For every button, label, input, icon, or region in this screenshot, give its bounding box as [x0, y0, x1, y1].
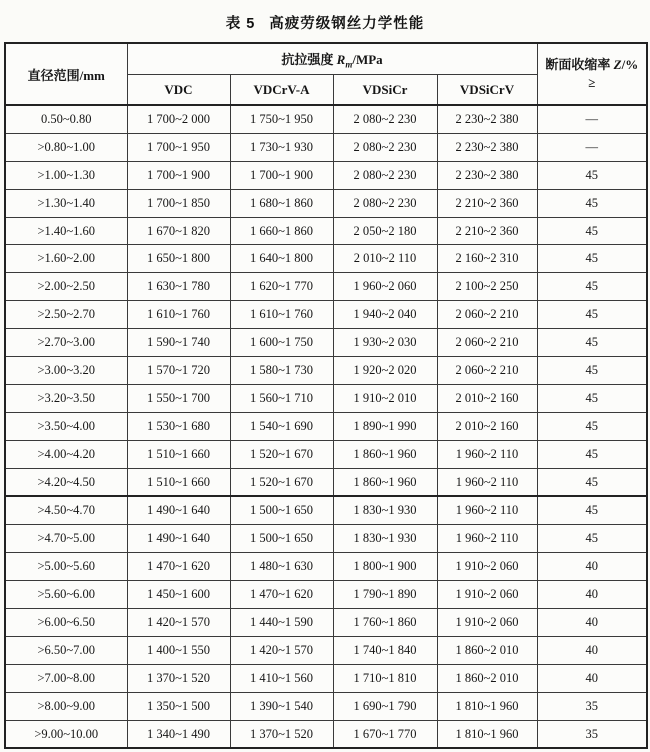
vdsicr-value-cell: 1 860~1 960 — [333, 468, 437, 496]
table-body — [5, 105, 647, 748]
vdsicrv-value-cell: 1 860~2 010 — [437, 664, 537, 692]
vdsicrv-value-cell: 2 010~2 160 — [437, 412, 537, 440]
vdcrv-a-value-cell: 1 500~1 650 — [230, 525, 333, 553]
vdsicrv-value-cell: 1 960~2 110 — [437, 468, 537, 496]
reduction-of-area-cell: 35 — [537, 692, 647, 720]
diameter-range-cell: >3.50~4.00 — [5, 412, 127, 440]
vdc-value-cell: 1 530~1 680 — [127, 412, 230, 440]
vdc-value-cell: 1 590~1 740 — [127, 329, 230, 357]
vdsicr-value-cell: 1 690~1 790 — [333, 692, 437, 720]
vdc-value-cell: 1 570~1 720 — [127, 357, 230, 385]
vdsicrv-value-cell: 2 010~2 160 — [437, 384, 537, 412]
table-row — [5, 161, 647, 189]
diameter-range-cell: >1.30~1.40 — [5, 189, 127, 217]
reduction-of-area-cell: 45 — [537, 329, 647, 357]
reduction-of-area-cell: 45 — [537, 440, 647, 468]
vdsicrv-value-cell: 1 960~2 110 — [437, 496, 537, 524]
table-row — [5, 525, 647, 553]
vdsicrv-value-cell: 2 160~2 310 — [437, 245, 537, 273]
vdc-value-cell: 1 450~1 600 — [127, 581, 230, 609]
vdc-value-cell: 1 370~1 520 — [127, 664, 230, 692]
diameter-range-cell: >2.50~2.70 — [5, 301, 127, 329]
vdcrv-a-value-cell: 1 640~1 800 — [230, 245, 333, 273]
reduction-of-area-cell: 45 — [537, 468, 647, 496]
table-row — [5, 553, 647, 581]
vdcrv-a-value-cell: 1 620~1 770 — [230, 273, 333, 301]
vdsicrv-value-cell: 2 230~2 380 — [437, 105, 537, 133]
vdsicr-value-cell: 2 080~2 230 — [333, 133, 437, 161]
table-row — [5, 133, 647, 161]
vdcrv-a-value-cell: 1 580~1 730 — [230, 357, 333, 385]
table-title — [0, 0, 650, 40]
vdsicr-value-cell: 2 050~2 180 — [333, 217, 437, 245]
grade-column-vdcrv-a: VDCrV-A — [230, 75, 333, 106]
diameter-range-cell: >3.00~3.20 — [5, 357, 127, 385]
reduction-of-area-cell: 45 — [537, 273, 647, 301]
grade-column-vdsicrv: VDSiCrV — [437, 75, 537, 106]
vdcrv-a-value-cell: 1 480~1 630 — [230, 553, 333, 581]
diameter-range-cell: >3.20~3.50 — [5, 384, 127, 412]
vdc-value-cell: 1 510~1 660 — [127, 440, 230, 468]
diameter-range-cell: >1.60~2.00 — [5, 245, 127, 273]
reduction-of-area-cell: 40 — [537, 581, 647, 609]
vdsicrv-value-cell: 2 210~2 360 — [437, 217, 537, 245]
reduction-of-area-cell: 45 — [537, 301, 647, 329]
vdc-value-cell: 1 700~1 900 — [127, 161, 230, 189]
vdsicrv-value-cell: 1 910~2 060 — [437, 581, 537, 609]
table-row — [5, 301, 647, 329]
vdsicr-value-cell: 1 930~2 030 — [333, 329, 437, 357]
diameter-range-cell: >4.00~4.20 — [5, 440, 127, 468]
vdc-value-cell: 1 700~2 000 — [127, 105, 230, 133]
reduction-of-area-cell: — — [537, 105, 647, 133]
vdsicr-value-cell: 1 960~2 060 — [333, 273, 437, 301]
table-row — [5, 496, 647, 524]
table-row — [5, 581, 647, 609]
table-row — [5, 329, 647, 357]
vdcrv-a-value-cell: 1 660~1 860 — [230, 217, 333, 245]
vdc-value-cell: 1 420~1 570 — [127, 609, 230, 637]
vdcrv-a-value-cell: 1 680~1 860 — [230, 189, 333, 217]
vdsicrv-value-cell: 2 100~2 250 — [437, 273, 537, 301]
vdsicrv-value-cell: 1 960~2 110 — [437, 440, 537, 468]
vdcrv-a-value-cell: 1 420~1 570 — [230, 636, 333, 664]
table-row — [5, 440, 647, 468]
vdcrv-a-value-cell: 1 560~1 710 — [230, 384, 333, 412]
reduction-of-area-cell: 45 — [537, 189, 647, 217]
diameter-range-cell: >5.00~5.60 — [5, 553, 127, 581]
diameter-range-cell: >1.00~1.30 — [5, 161, 127, 189]
vdcrv-a-value-cell: 1 470~1 620 — [230, 581, 333, 609]
vdc-value-cell: 1 610~1 760 — [127, 301, 230, 329]
vdcrv-a-value-cell: 1 370~1 520 — [230, 720, 333, 748]
diameter-range-cell: >7.00~8.00 — [5, 664, 127, 692]
vdcrv-a-value-cell: 1 410~1 560 — [230, 664, 333, 692]
vdc-value-cell: 1 670~1 820 — [127, 217, 230, 245]
vdcrv-a-value-cell: 1 540~1 690 — [230, 412, 333, 440]
diameter-range-cell: >2.70~3.00 — [5, 329, 127, 357]
vdsicrv-value-cell: 2 230~2 380 — [437, 161, 537, 189]
reduction-of-area-cell: 45 — [537, 357, 647, 385]
vdsicrv-value-cell: 2 060~2 210 — [437, 357, 537, 385]
reduction-of-area-cell: 40 — [537, 553, 647, 581]
table-row — [5, 412, 647, 440]
diameter-range-cell: >5.60~6.00 — [5, 581, 127, 609]
vdc-value-cell: 1 630~1 780 — [127, 273, 230, 301]
vdsicr-value-cell: 1 830~1 930 — [333, 525, 437, 553]
vdsicr-value-cell: 1 670~1 770 — [333, 720, 437, 748]
vdsicrv-value-cell: 1 810~1 960 — [437, 692, 537, 720]
vdc-value-cell: 1 650~1 800 — [127, 245, 230, 273]
vdsicr-value-cell: 2 080~2 230 — [333, 105, 437, 133]
z-unit-suffix: /% — [621, 57, 639, 73]
vdsicrv-value-cell: 1 810~1 960 — [437, 720, 537, 748]
vdsicrv-value-cell: 1 960~2 110 — [437, 525, 537, 553]
header-row-top — [5, 43, 647, 75]
vdsicrv-value-cell: 2 060~2 210 — [437, 329, 537, 357]
vdsicr-value-cell: 1 860~1 960 — [333, 440, 437, 468]
vdcrv-a-value-cell: 1 600~1 750 — [230, 329, 333, 357]
vdsicr-value-cell: 1 830~1 930 — [333, 496, 437, 524]
reduction-of-area-cell: 40 — [537, 664, 647, 692]
table-row — [5, 245, 647, 273]
vdc-value-cell: 1 340~1 490 — [127, 720, 230, 748]
vdsicr-value-cell: 1 920~2 020 — [333, 357, 437, 385]
table-row — [5, 468, 647, 496]
diameter-range-cell: >4.50~4.70 — [5, 496, 127, 524]
vdc-value-cell: 1 700~1 850 — [127, 189, 230, 217]
tensile-symbol: R — [336, 51, 346, 67]
vdsicr-value-cell: 1 710~1 810 — [333, 664, 437, 692]
vdcrv-a-value-cell: 1 440~1 590 — [230, 609, 333, 637]
reduction-of-area-header — [537, 43, 647, 105]
reduction-of-area-cell: 45 — [537, 496, 647, 524]
vdsicr-value-cell: 1 800~1 900 — [333, 553, 437, 581]
vdc-value-cell: 1 400~1 550 — [127, 636, 230, 664]
tensile-unit-suffix: /MPa — [352, 51, 383, 67]
vdcrv-a-value-cell: 1 520~1 670 — [230, 440, 333, 468]
diameter-range-cell: >9.00~10.00 — [5, 720, 127, 748]
vdsicrv-value-cell: 1 910~2 060 — [437, 609, 537, 637]
reduction-of-area-cell: 45 — [537, 525, 647, 553]
vdc-value-cell: 1 350~1 500 — [127, 692, 230, 720]
diameter-column-header: 直径范围/mm — [5, 43, 127, 105]
vdsicr-value-cell: 2 080~2 230 — [333, 161, 437, 189]
diameter-range-cell: >4.20~4.50 — [5, 468, 127, 496]
table-row — [5, 609, 647, 637]
diameter-range-cell: >6.50~7.00 — [5, 636, 127, 664]
vdc-value-cell: 1 510~1 660 — [127, 468, 230, 496]
table-row — [5, 692, 647, 720]
grade-column-vdc: VDC — [127, 75, 230, 106]
vdsicr-value-cell: 2 010~2 110 — [333, 245, 437, 273]
vdcrv-a-value-cell: 1 700~1 900 — [230, 161, 333, 189]
vdsicr-value-cell: 1 940~2 040 — [333, 301, 437, 329]
vdsicr-value-cell: 1 890~1 990 — [333, 412, 437, 440]
tensile-strength-header — [127, 43, 537, 75]
reduction-of-area-cell: 45 — [537, 217, 647, 245]
vdc-value-cell: 1 490~1 640 — [127, 496, 230, 524]
properties-table — [4, 42, 648, 749]
tensile-symbol-subscript: m — [345, 59, 353, 70]
reduction-of-area-cell: — — [537, 133, 647, 161]
vdcrv-a-value-cell: 1 750~1 950 — [230, 105, 333, 133]
vdsicrv-value-cell: 1 910~2 060 — [437, 553, 537, 581]
vdsicr-value-cell: 1 910~2 010 — [333, 384, 437, 412]
table-row — [5, 636, 647, 664]
vdcrv-a-value-cell: 1 500~1 650 — [230, 496, 333, 524]
table-row — [5, 273, 647, 301]
vdcrv-a-value-cell: 1 610~1 760 — [230, 301, 333, 329]
vdcrv-a-value-cell: 1 520~1 670 — [230, 468, 333, 496]
table-row — [5, 217, 647, 245]
reduction-of-area-cell: 40 — [537, 636, 647, 664]
diameter-range-cell: >8.00~9.00 — [5, 692, 127, 720]
diameter-range-cell: >4.70~5.00 — [5, 525, 127, 553]
table-row — [5, 720, 647, 748]
vdc-value-cell: 1 550~1 700 — [127, 384, 230, 412]
vdsicr-value-cell: 1 760~1 860 — [333, 609, 437, 637]
vdsicr-value-cell: 2 080~2 230 — [333, 189, 437, 217]
vdsicr-value-cell: 1 790~1 890 — [333, 581, 437, 609]
table-number-label: 表 5 — [225, 16, 256, 32]
reduction-of-area-cell: 45 — [537, 412, 647, 440]
diameter-range-cell: 0.50~0.80 — [5, 105, 127, 133]
table-row — [5, 357, 647, 385]
grade-column-vdsicr: VDSiCr — [333, 75, 437, 106]
table-title-text: 高疲劳级钢丝力学性能 — [269, 16, 425, 32]
vdsicrv-value-cell: 2 210~2 360 — [437, 189, 537, 217]
vdsicrv-value-cell: 1 860~2 010 — [437, 636, 537, 664]
vdc-value-cell: 1 700~1 950 — [127, 133, 230, 161]
diameter-range-cell: >2.00~2.50 — [5, 273, 127, 301]
vdc-value-cell: 1 490~1 640 — [127, 525, 230, 553]
table-row — [5, 384, 647, 412]
diameter-range-cell: >1.40~1.60 — [5, 217, 127, 245]
greater-equal-sign: ≥ — [588, 75, 596, 90]
table-row — [5, 105, 647, 133]
vdcrv-a-value-cell: 1 730~1 930 — [230, 133, 333, 161]
vdsicrv-value-cell: 2 060~2 210 — [437, 301, 537, 329]
table-header — [5, 43, 647, 105]
reduction-of-area-cell: 45 — [537, 245, 647, 273]
reduction-of-area-cell: 35 — [537, 720, 647, 748]
vdsicrv-value-cell: 2 230~2 380 — [437, 133, 537, 161]
reduction-of-area-cell: 45 — [537, 161, 647, 189]
vdcrv-a-value-cell: 1 390~1 540 — [230, 692, 333, 720]
table-row — [5, 664, 647, 692]
vdsicr-value-cell: 1 740~1 840 — [333, 636, 437, 664]
tensile-label-prefix: 抗拉强度 — [281, 51, 337, 67]
table-row — [5, 189, 647, 217]
vdc-value-cell: 1 470~1 620 — [127, 553, 230, 581]
z-label-prefix: 断面收缩率 — [545, 57, 614, 73]
reduction-of-area-cell: 40 — [537, 609, 647, 637]
diameter-range-cell: >0.80~1.00 — [5, 133, 127, 161]
diameter-range-cell: >6.00~6.50 — [5, 609, 127, 637]
z-symbol: Z — [613, 57, 622, 73]
reduction-of-area-cell: 45 — [537, 384, 647, 412]
